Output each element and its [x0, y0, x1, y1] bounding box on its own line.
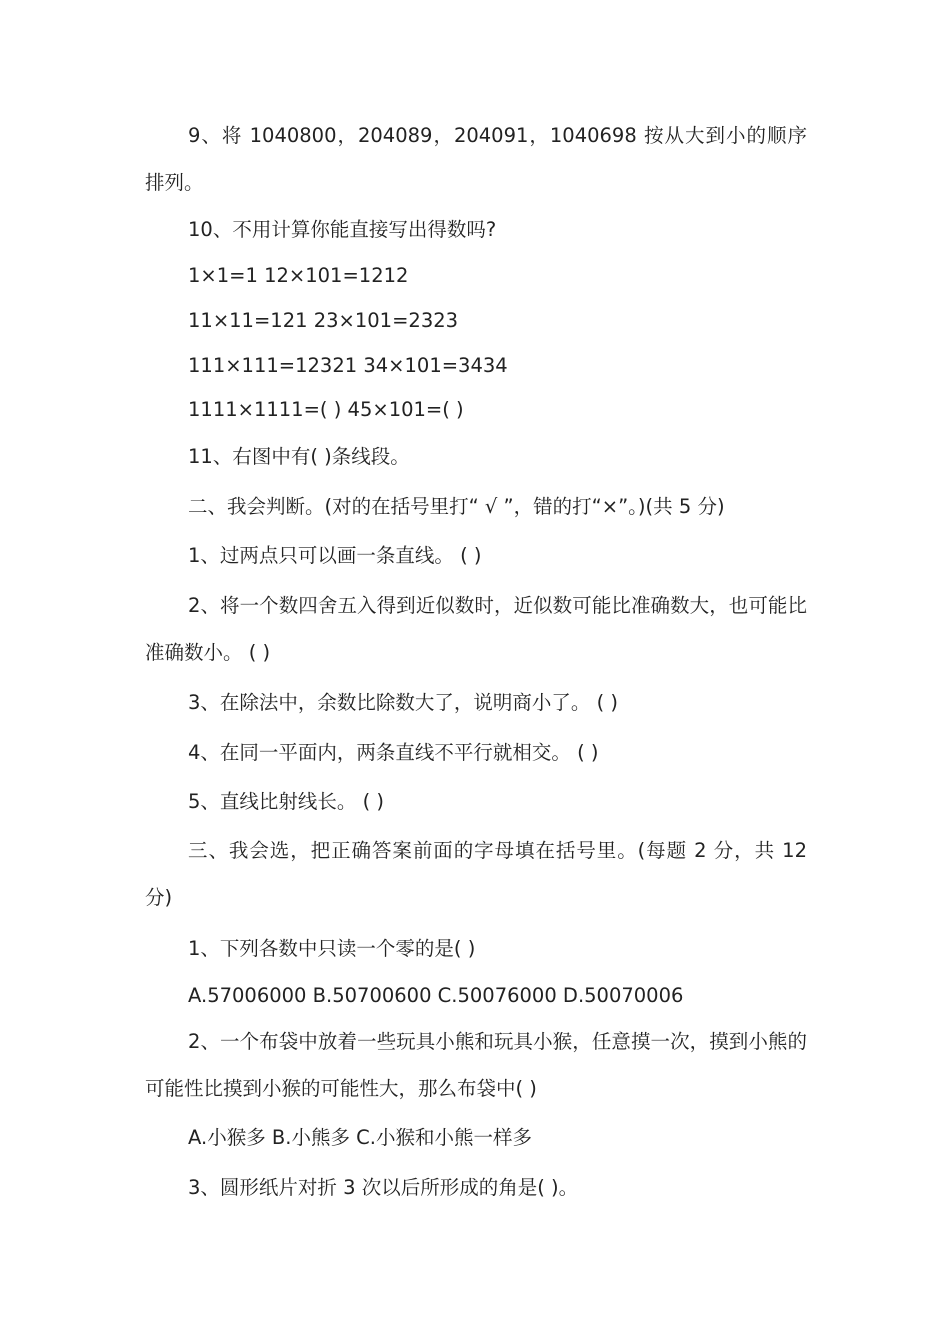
equation-line-3: 111×111=12321 34×101=3434 [188, 354, 508, 377]
judge-item-2: 2、将一个数四舍五入得到近似数时，近似数可能比准确数大，也可能比准确数小。 ( ) [145, 594, 807, 664]
choose-item-1: 1、下列各数中只读一个零的是( ) [188, 937, 476, 960]
choose-item-2: 2、一个布袋中放着一些玩具小熊和玩具小猴，任意摸一次，摸到小熊的可能性比摸到小猴的可能性大，那么布袋中( ) [145, 1030, 807, 1100]
judge-item-4: 4、在同一平面内，两条直线不平行就相交。 ( ) [188, 741, 599, 764]
choose-item-1-options: A.57006000 B.50700600 C.50076000 D.50070006 [188, 984, 684, 1007]
section-judge-heading: 二、我会判断。(对的在括号里打“ √ ”，错的打“×”。)(共 5 分) [188, 495, 725, 518]
choose-item-3: 3、圆形纸片对折 3 次以后所形成的角是( )。 [188, 1176, 579, 1199]
section-choose-heading: 三、我会选，把正确答案前面的字母填在括号里。(每题 2 分，共 12 分) [145, 839, 807, 909]
question-9: 9、将 1040800，204089，204091，1040698 按从大到小的顺序排列。 [145, 124, 807, 194]
equation-line-2: 11×11=121 23×101=2323 [188, 309, 459, 332]
question-10: 10、不用计算你能直接写出得数吗? [188, 218, 497, 241]
judge-item-1: 1、过两点只可以画一条直线。 ( ) [188, 544, 482, 567]
choose-item-2-options: A.小猴多 B.小熊多 C.小猴和小熊一样多 [188, 1126, 532, 1149]
judge-item-5: 5、直线比射线长。 ( ) [188, 790, 385, 813]
judge-item-3: 3、在除法中，余数比除数大了，说明商小了。 ( ) [188, 691, 619, 714]
equation-line-4: 1111×1111=( ) 45×101=( ) [188, 398, 464, 421]
equation-line-1: 1×1=1 12×101=1212 [188, 264, 409, 287]
question-11: 11、右图中有( )条线段。 [188, 445, 410, 468]
